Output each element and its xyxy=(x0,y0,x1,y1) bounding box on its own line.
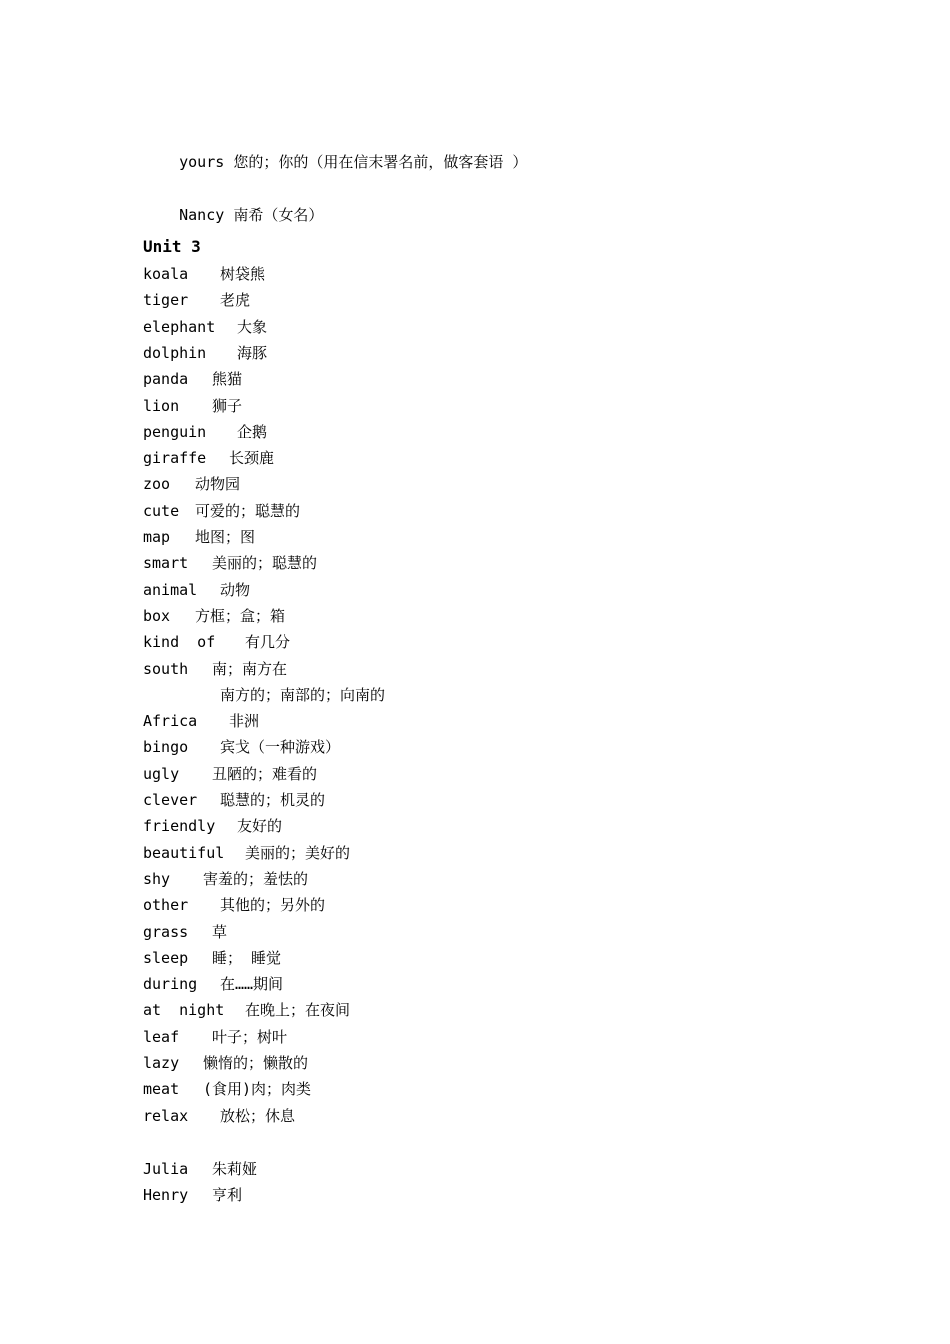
vocab-word: at night xyxy=(143,1001,225,1019)
vocab-meaning: 大象 xyxy=(237,318,268,336)
vocab-entry xyxy=(143,1027,288,1047)
vocab-meaning: (食用)肉；肉类 xyxy=(203,1080,312,1098)
vocab-word: sleep xyxy=(143,949,189,967)
vocab-meaning: 睡； 睡觉 xyxy=(212,949,282,967)
vocab-entry-nancy xyxy=(143,185,323,245)
vocab-entry xyxy=(143,290,251,310)
vocab-meaning: 动物园 xyxy=(195,475,241,493)
vocab-word: penguin xyxy=(143,423,207,441)
vocab-entry xyxy=(143,264,266,284)
vocab-word: other xyxy=(143,896,189,914)
vocab-meaning: 南方的；南部的；向南的 xyxy=(220,686,386,704)
vocab-word: grass xyxy=(143,923,189,941)
vocab-meaning: 熊猫 xyxy=(212,370,243,388)
vocab-meaning: 在……期间 xyxy=(220,975,284,993)
vocab-word: Henry xyxy=(143,1186,189,1204)
vocab-entry xyxy=(143,632,291,652)
vocab-word: Nancy xyxy=(179,206,225,224)
vocab-entry xyxy=(143,553,318,573)
vocab-meaning: 动物 xyxy=(220,581,251,599)
vocab-meaning: 宾戈（一种游戏） xyxy=(220,738,341,756)
vocab-entry xyxy=(143,843,351,863)
vocab-word: shy xyxy=(143,870,171,888)
vocab-entry xyxy=(143,580,251,600)
vocab-word: panda xyxy=(143,370,189,388)
vocab-entry xyxy=(143,790,326,810)
vocab-entry xyxy=(143,422,268,442)
vocab-meaning: 长颈鹿 xyxy=(229,449,275,467)
vocab-meaning: 地图；图 xyxy=(195,528,256,546)
vocab-meaning: 草 xyxy=(212,923,228,941)
vocab-word: elephant xyxy=(143,318,216,336)
vocab-meaning: 放松；休息 xyxy=(220,1107,296,1125)
vocab-entry-yours xyxy=(143,132,527,192)
vocab-entry xyxy=(143,396,243,416)
vocab-entry xyxy=(143,737,341,757)
vocab-word: koala xyxy=(143,265,189,283)
vocab-word: Africa xyxy=(143,712,198,730)
vocab-meaning: 友好的 xyxy=(237,817,283,835)
vocab-meaning: 丑陋的；难看的 xyxy=(212,765,318,783)
name-entry xyxy=(143,1185,243,1205)
vocab-entry xyxy=(143,948,282,968)
vocab-entry xyxy=(143,1000,351,1020)
vocab-entry xyxy=(143,1053,309,1073)
vocab-entry xyxy=(143,343,268,363)
vocab-meaning: 叶子；树叶 xyxy=(212,1028,288,1046)
vocab-entry xyxy=(143,816,283,836)
vocab-word: leaf xyxy=(143,1028,180,1046)
name-entry xyxy=(143,1159,258,1179)
vocab-entry xyxy=(143,527,256,547)
vocab-meaning: 朱莉娅 xyxy=(212,1160,258,1178)
vocab-entry xyxy=(143,869,309,889)
vocab-entry xyxy=(143,711,260,731)
vocab-word: friendly xyxy=(143,817,216,835)
vocab-word: lion xyxy=(143,397,180,415)
vocab-meaning: 美丽的；聪慧的 xyxy=(212,554,318,572)
vocab-word: clever xyxy=(143,791,198,809)
vocab-meaning: 有几分 xyxy=(245,633,291,651)
vocab-meaning: 亨利 xyxy=(212,1186,243,1204)
unit-heading: Unit 3 xyxy=(143,237,201,256)
vocab-meaning: 方框；盒；箱 xyxy=(195,607,286,625)
vocab-entry xyxy=(143,659,288,679)
vocab-entry xyxy=(143,922,228,942)
vocab-word: dolphin xyxy=(143,344,207,362)
vocab-entry xyxy=(143,448,275,468)
vocab-word: smart xyxy=(143,554,189,572)
vocab-meaning: 其他的；另外的 xyxy=(220,896,326,914)
vocab-entry xyxy=(143,317,268,337)
vocab-word: animal xyxy=(143,581,198,599)
vocab-meaning: 企鹅 xyxy=(237,423,268,441)
vocab-word: kind of xyxy=(143,633,216,651)
vocab-word: relax xyxy=(143,1107,189,1125)
vocab-entry xyxy=(143,974,284,994)
vocab-meaning: 您的；你的（用在信末署名前，做客套语 ） xyxy=(233,153,528,171)
vocab-entry xyxy=(143,1106,296,1126)
vocab-word: ugly xyxy=(143,765,180,783)
vocab-word: beautiful xyxy=(143,844,225,862)
vocab-word: during xyxy=(143,975,198,993)
vocab-entry xyxy=(143,764,318,784)
vocab-meaning: 聪慧的；机灵的 xyxy=(220,791,326,809)
vocab-meaning: 树袋熊 xyxy=(220,265,266,283)
vocab-meaning: 在晚上；在夜间 xyxy=(245,1001,351,1019)
vocab-meaning: 可爱的；聪慧的 xyxy=(195,502,301,520)
vocab-meaning: 南希（女名） xyxy=(233,206,324,224)
vocab-word: box xyxy=(143,607,171,625)
vocab-word: yours xyxy=(179,153,225,171)
vocab-word: south xyxy=(143,660,189,678)
vocab-entry xyxy=(143,501,301,521)
vocab-entry xyxy=(143,369,243,389)
vocab-word: cute xyxy=(143,502,180,520)
vocab-word: tiger xyxy=(143,291,189,309)
vocab-word: bingo xyxy=(143,738,189,756)
vocab-entry xyxy=(143,1079,312,1099)
vocab-meaning: 狮子 xyxy=(212,397,243,415)
vocab-word: Julia xyxy=(143,1160,189,1178)
vocab-entry xyxy=(143,606,286,626)
vocab-word: lazy xyxy=(143,1054,180,1072)
vocab-word: giraffe xyxy=(143,449,207,467)
vocab-meaning: 老虎 xyxy=(220,291,251,309)
vocab-meaning: 南；南方在 xyxy=(212,660,288,678)
vocab-entry xyxy=(143,474,241,494)
vocab-word: zoo xyxy=(143,475,171,493)
vocab-meaning: 美丽的；美好的 xyxy=(245,844,351,862)
vocab-meaning: 海豚 xyxy=(237,344,268,362)
vocab-meaning: 非洲 xyxy=(229,712,260,730)
vocab-meaning: 害羞的；羞怯的 xyxy=(203,870,309,888)
vocab-word: map xyxy=(143,528,171,546)
vocab-meaning: 懒惰的；懒散的 xyxy=(203,1054,309,1072)
vocab-entry xyxy=(143,895,326,915)
vocab-word: meat xyxy=(143,1080,180,1098)
